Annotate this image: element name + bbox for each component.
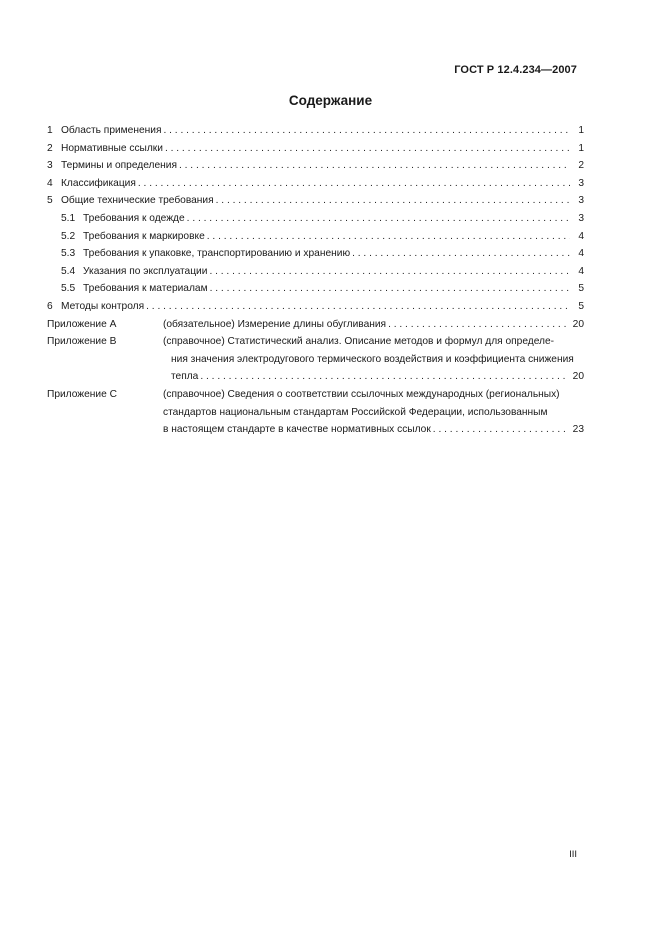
toc-entry[interactable]	[47, 140, 584, 158]
appendix-label: Приложение А	[47, 318, 117, 330]
toc-page: 1	[578, 125, 584, 136]
page-title: Содержание	[288, 93, 373, 108]
table-of-contents	[47, 122, 584, 439]
toc-appendix-c[interactable]	[47, 386, 584, 439]
toc-entry[interactable]	[47, 280, 584, 298]
leader-dots	[207, 228, 570, 246]
leader-dots	[179, 157, 570, 175]
toc-title: Требования к маркировке	[83, 230, 205, 242]
toc-entry[interactable]	[47, 263, 584, 281]
toc-title: Требования к упаковке, транспортированию и хранению	[83, 248, 351, 260]
toc-number: 2	[47, 142, 53, 154]
toc-entry[interactable]	[47, 157, 584, 175]
toc-entry[interactable]	[47, 245, 584, 263]
leader-dots	[216, 192, 570, 210]
toc-page: 5	[578, 300, 584, 312]
appendix-title-line: (справочное) Статистический анализ. Описание методов и формул для определе-	[163, 336, 555, 348]
appendix-title-line: в настоящем стандарте в качестве нормативных ссылок	[163, 424, 431, 436]
appendix-title-line: ния значения электродугового термического воздействия и коэффициента снижения	[171, 353, 574, 365]
toc-number: 5.2	[61, 230, 76, 242]
appendix-title-line: стандартов национальным стандартам Российской Федерации, использованным	[163, 406, 548, 418]
toc-title: Нормативные ссылки	[61, 142, 163, 154]
toc-title: Общие технические требования	[61, 195, 214, 207]
toc-title: Указания по эксплуатации	[83, 265, 208, 277]
appendix-title-line: (справочное) Сведения о соответствии ссылочных международных (региональных)	[163, 388, 560, 400]
leader-dots	[187, 210, 570, 228]
toc-entry[interactable]	[47, 298, 584, 316]
toc-page: 3	[578, 195, 584, 207]
toc-number: 5.3	[61, 248, 76, 260]
page-number: III	[569, 849, 577, 860]
toc-page: 3	[578, 177, 584, 189]
appendix-title: (обязательное) Измерение длины обугливания	[163, 318, 387, 330]
toc-page: 5	[578, 283, 584, 295]
toc-title: Методы контроля	[61, 300, 145, 312]
toc-page: 4	[578, 248, 584, 260]
toc-title: Требования к материалам	[83, 283, 208, 295]
toc-number: 5.5	[61, 283, 76, 295]
toc-entry[interactable]	[47, 122, 584, 140]
toc-page: 4	[578, 265, 584, 277]
leader-dots	[352, 245, 570, 263]
toc-number: 5	[47, 195, 53, 207]
toc-number: 1	[47, 125, 53, 136]
toc-entry[interactable]	[47, 192, 584, 210]
toc-title: Термины и определения	[61, 160, 177, 172]
toc-entry[interactable]	[47, 175, 584, 193]
toc-appendix-b[interactable]	[47, 333, 584, 386]
toc-number: 4	[47, 177, 53, 189]
leader-dots	[210, 280, 570, 298]
leader-dots	[388, 316, 569, 334]
leader-dots	[200, 368, 568, 386]
appendix-title-line: тепла	[171, 371, 199, 383]
standard-designation: ГОСТ Р 12.4.234—2007	[454, 64, 577, 76]
toc-appendix-a[interactable]	[47, 316, 584, 334]
toc-page: 4	[578, 230, 584, 242]
appendix-label: Приложение В	[47, 336, 117, 348]
leader-dots	[146, 298, 570, 316]
leader-dots	[165, 140, 570, 158]
toc-entry[interactable]	[47, 210, 584, 228]
toc-page: 20	[572, 371, 584, 383]
toc-number: 5.1	[61, 212, 76, 224]
toc-page: 20	[572, 318, 584, 330]
toc-page: 2	[578, 160, 584, 172]
toc-title: Классификация	[61, 177, 136, 189]
toc-title: Требования к одежде	[83, 212, 185, 224]
appendix-label: Приложение С	[47, 388, 117, 400]
leader-dots	[433, 421, 569, 439]
toc-page: 1	[578, 142, 584, 154]
leader-dots	[163, 122, 570, 140]
toc-entry[interactable]	[47, 228, 584, 246]
toc-title: Область применения	[61, 125, 162, 136]
leader-dots	[138, 175, 570, 193]
toc-number: 5.4	[61, 265, 76, 277]
leader-dots	[209, 263, 570, 281]
toc-number: 6	[47, 300, 53, 312]
toc-page: 23	[572, 424, 584, 436]
toc-page: 3	[578, 212, 584, 224]
toc-number: 3	[47, 160, 53, 172]
